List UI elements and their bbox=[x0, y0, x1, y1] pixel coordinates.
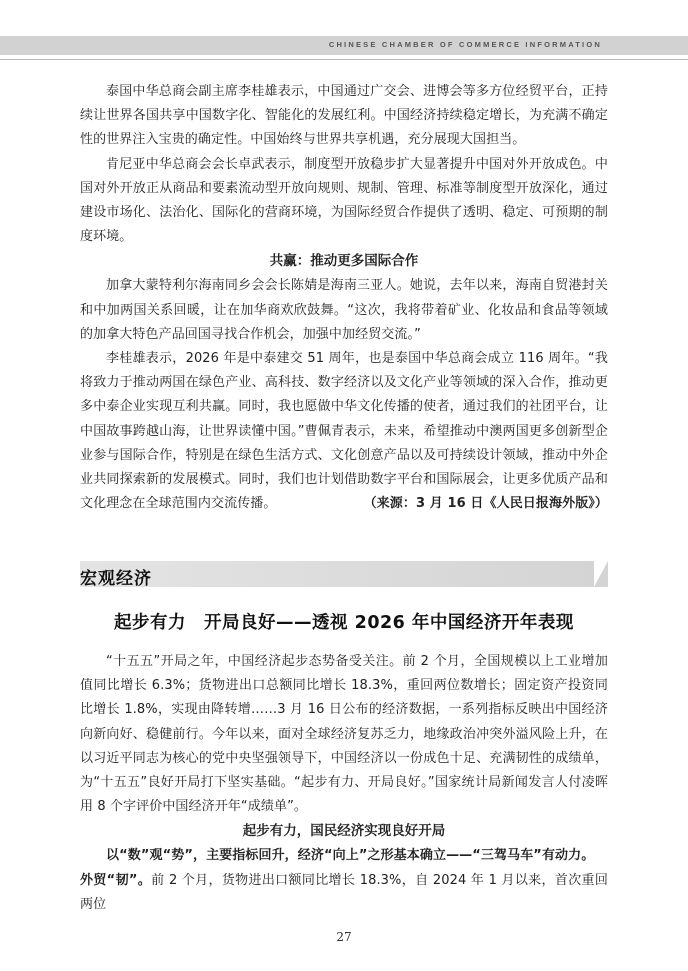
paragraph-cooperation-text: 李桂雄表示，2026 年是中泰建交 51 周年，也是泰国中华总商会成立 116 周年。“我将致力于推动两国在绿色产业、高科技、数字经济以及文化产业等领域的深入合作，推动更多中泰企业实现互利共赢。同时，我也愿做中华文化传播的使者，通过我们的社团平台，让中国故事跨越山海，让世界读懂中国。”曹佩青表示，未来，希望推动中澳两国更多创新型企业参与国际合作，特别是在绿色生活方式、文化创意产品以及可持续设计领域，推动中外企业共同探索新的发展模式。同时，我们也计划借助数字平台和国际展会，让更多优质产品和文化理念在全球范围内交流传播。 bbox=[80, 351, 608, 512]
paragraph-kenya: 肯尼亚中华总商会会长卓武表示，制度型开放稳步扩大显著提升中国对外开放成色。中国对外开放正从商品和要素流动型开放向规则、规制、管理、标准等制度型开放深化，通过建设市场化、法治化、国际化的营商环境，为国际经贸合作提供了透明、稳定、可预期的制度环境。 bbox=[80, 156, 608, 245]
section-bar bbox=[80, 561, 608, 587]
page-number: 27 bbox=[336, 930, 352, 944]
paragraph-li-guixiong: 泰国中华总商会副主席李桂雄表示，中国通过广交会、进博会等多方位经贸平台，正持续让世界各国共享中国数字化、智能化的发展红利。中国经济持续稳定增长，为充满不确定性的世界注入宝贵的确定性。中国始终与世界共享机遇，充分展现大国担当。 bbox=[80, 84, 608, 148]
foreign-trade-text: 前 2 个月，货物进出口额同比增长 18.3%，自 2024 年 1 月以来，首次重回两位 bbox=[80, 872, 608, 912]
running-head: CHINESE CHAMBER OF COMMERCE INFORMATION bbox=[328, 40, 602, 49]
paragraph-cooperation bbox=[80, 347, 608, 516]
paragraph-foreign-trade bbox=[80, 869, 608, 917]
paragraph-canada: 加拿大蒙特利尔海南同乡会会长陈婧是海南三亚人。她说，去年以来，海南自贸港封关和中加两国关系回暖，让在加华商欢欣鼓舞。“这次，我将带着矿业、化妆品和食品等领域的加拿大特色产品回国寻找合作机会，加强中加经贸交流。” bbox=[80, 278, 608, 342]
article-continuation bbox=[80, 80, 608, 516]
paragraph-intro: “十五五”开局之年，中国经济起步态势备受关注。前 2 个月，全国规模以上工业增加值同比增长 6.3%；货物进出口总额同比增长 18.3%，重回两位数增长；固定资产投资同比增长 1.8%，实现由降转增……3 月 16 日公布的经济数据，一系列指标反映出中国经济向新向好、稳健前行。今年以来，面对全球经济复苏乏力，地缘政治冲突外溢风险上升，在以习近平同志为核心的党中央坚强领导下，中国经济以一份成色十足、充满韧性的成绩单，为“十五五”良好开局打下坚实基础。“起步有力、开局良好。”国家统计局新闻发言人付凌晖用 8 个字评价中国经济开年“成绩单”。 bbox=[80, 654, 608, 815]
header-rule bbox=[0, 59, 688, 60]
source-citation: （来源：3 月 16 日《人民日报海外版》） bbox=[363, 496, 608, 512]
subheading-good-start: 起步有力，国民经济实现良好开局 bbox=[242, 823, 446, 840]
paragraph-three-engines: 以“数”观“势”，主要指标回升，经济“向上”之形基本确立——“三驾马车”有动力。 bbox=[106, 848, 595, 864]
subheading-win-win: 共赢：推动更多国际合作 bbox=[269, 253, 419, 270]
article-title: 起步有力 开局良好——透视 2026 年中国经济开年表现 bbox=[114, 613, 574, 633]
article-body bbox=[80, 650, 608, 917]
section-title: 宏观经济 bbox=[80, 569, 152, 589]
foreign-trade-lead: 外贸“韧”。 bbox=[80, 872, 152, 888]
